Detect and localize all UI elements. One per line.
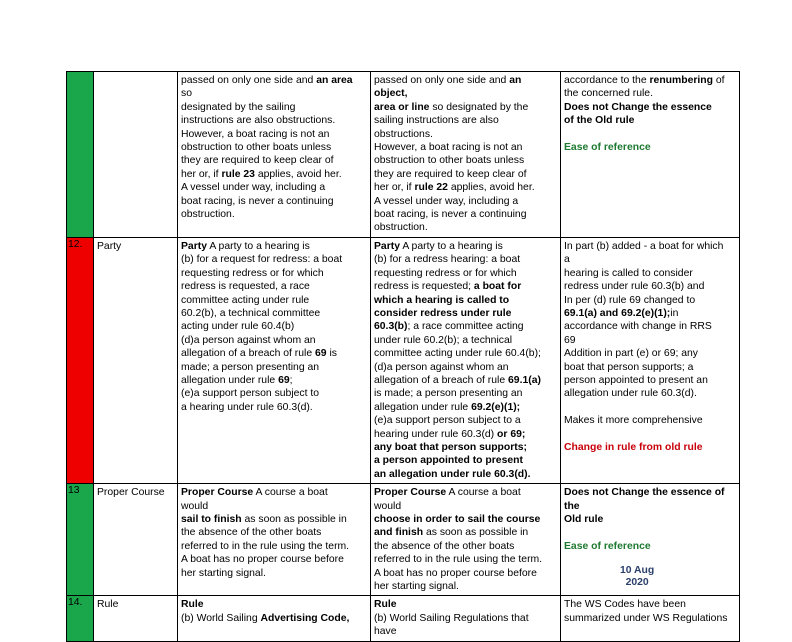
table-row — [67, 596, 740, 641]
old-rule-cell: Proper Course A course a boat would sail to finish as soon as possible in the absence of the other boats referred to in the rule using the term. A boat has no proper course before her starting signal. — [178, 484, 371, 596]
new-rule-cell: Rule (b) World Sailing Regulations that have — [371, 596, 561, 641]
table-row — [67, 72, 740, 238]
term-cell — [94, 72, 178, 238]
old-rule-cell: Rule (b) World Sailing Advertising Code, — [178, 596, 371, 641]
rules-comparison-table — [66, 71, 740, 642]
old-rule-cell: Party A party to a hearing is (b) for a request for redress: a boat requesting redress or for which redress is requested, a race committee acting under rule 60.2(b), a technical committee acting under rule 60.4(b) (d)a person against whom an allegation of a breach of rule 69 is made; a person presenting an allegation under rule 69; (e)a support person subject to a hearing under rule 60.3(d). — [178, 237, 371, 483]
new-rule-cell: Proper Course A course a boat would choose in order to sail the course and finish as soon as possible in the absence of the other boats referred to in the rule using the term. A boat has no proper course before her starting signal. — [371, 484, 561, 596]
table-row — [67, 237, 740, 483]
term-cell: Proper Course — [94, 484, 178, 596]
row-number: 14. — [67, 596, 94, 641]
old-rule-cell: passed on only one side and an area so designated by the sailing instructions are also obstructions. However, a boat racing is not an obstruction to other boats unless they are required to keep clear of her or, if rule 23 applies, avoid her. A vessel under way, including a boat racing, is never a continuing obstruction. — [178, 72, 371, 238]
comment-cell: accordance to the renumbering of the concerned rule. Does not Change the essence of the Old rule Ease of reference — [561, 72, 740, 238]
term-cell: Party — [94, 237, 178, 483]
new-rule-cell: Party A party to a hearing is (b) for a redress hearing: a boat requesting redress or for which redress is requested; a boat for which a hearing is called to consider redress under rule 60.3(b); a race committee acting under rule 60.2(b); a technical committee acting under rule 60.4(b); (d)a person against whom an allegation of a breach of rule 69.1(a) is made; a person presenting an allegation under rule 69.2(e)(1); (e)a support person subject to a hearing under rule 60.3(d) or 69; any boat that person supports; a person appointed to present an allegation under rule 60.3(d). — [371, 237, 561, 483]
comment-cell: The WS Codes have been summarized under WS Regulations — [561, 596, 740, 641]
comment-cell: In part (b) added - a boat for which a hearing is called to consider redress under rule 60.3(b) and In per (d) rule 69 changed to 69.1(a) and 69.2(e)(1);in accordance with change in RRS 69 Addition in part (e) or 69; any boat that person supports; a person appointed to present an allegation under rule 60.3(d). Makes it more comprehensive Change in rule from old rule — [561, 237, 740, 483]
new-rule-cell: passed on only one side and an object, area or line so designated by the sailing instructions are also obstructions. However, a boat racing is not an obstruction to other boats unless they are required to keep clear of her or, if rule 22 applies, avoid her. A vessel under way, including a boat racing, is never a continuing obstruction. — [371, 72, 561, 238]
row-number: 12. — [67, 237, 94, 483]
row-number: 13 — [67, 484, 94, 596]
footer-date: 10 Aug 2020 — [620, 565, 655, 588]
row-number — [67, 72, 94, 238]
comment-cell: Does not Change the essence of the Old rule Ease of reference — [561, 484, 740, 596]
term-cell: Rule — [94, 596, 178, 641]
